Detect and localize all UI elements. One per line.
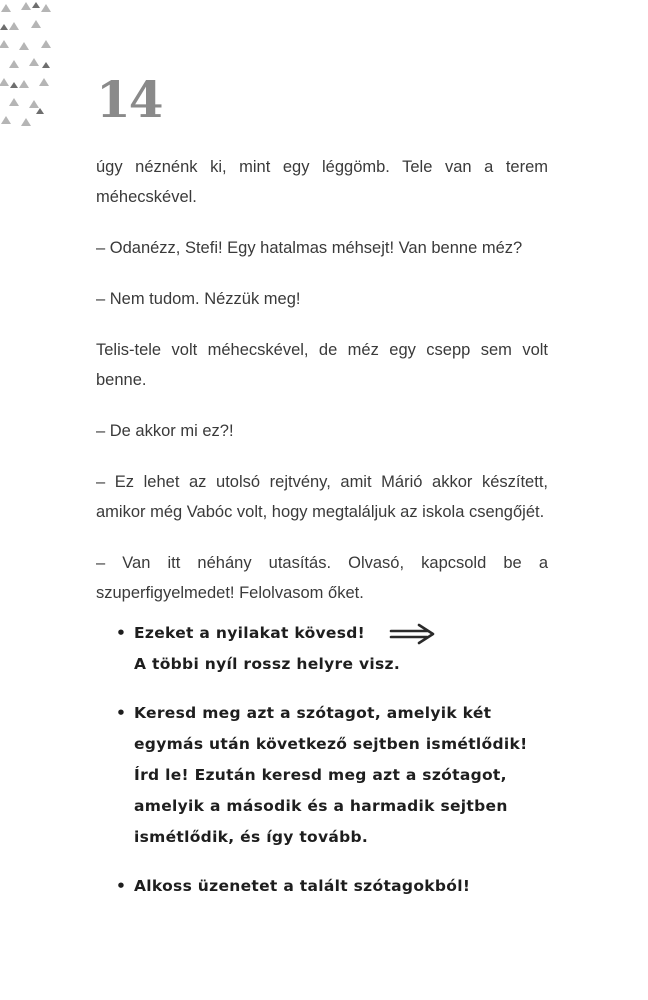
paragraph: – Ez lehet az utolsó rejtvény, amit Márió akkor készített, amikor még Vabóc volt, hogy megtaláljuk az iskola csengőjét. (96, 473, 548, 521)
double-arrow-right-icon (389, 623, 437, 645)
instruction-text: Keresd meg azt a szótagot, amelyik két egymás után következő sejtben ismétlődik! Írd le! Ezután keresd meg azt a szótagot, amelyik a második és a harmadik sejtben ismétlődik, és így tovább. (134, 704, 528, 846)
instruction-item (116, 698, 556, 853)
story-text (96, 152, 548, 629)
paragraph: – De akkor mi ez?! (96, 422, 234, 440)
bullet: • (116, 877, 127, 895)
bullet: • (116, 704, 127, 722)
paragraph: – Odanézz, Stefi! Egy hatalmas méhsejt! Van benne méz? (96, 239, 523, 257)
instruction-text: Alkoss üzenetet a talált szótagokból! (134, 877, 471, 895)
page-number: 14 (96, 70, 162, 129)
paragraph: – Van itt néhány utasítás. Olvasó, kapcsold be a szuperfigyelmedet! Felolvasom őket. (96, 554, 548, 602)
paragraph: úgy néznénk ki, mint egy léggömb. Tele van a terem méhecskével. (96, 158, 548, 206)
bullet: • (116, 624, 127, 642)
instruction-list (116, 618, 556, 920)
triangle-pattern-icon (0, 0, 60, 130)
instruction-text: Ezeket a nyilakat kövesd! (134, 624, 366, 642)
paragraph: Telis-tele volt méhecskével, de méz egy csepp sem volt benne. (96, 341, 548, 389)
instruction-item (116, 618, 556, 680)
instruction-item (116, 871, 556, 902)
paragraph: – Nem tudom. Nézzük meg! (96, 290, 301, 308)
instruction-text: A többi nyíl rossz helyre visz. (134, 655, 401, 673)
